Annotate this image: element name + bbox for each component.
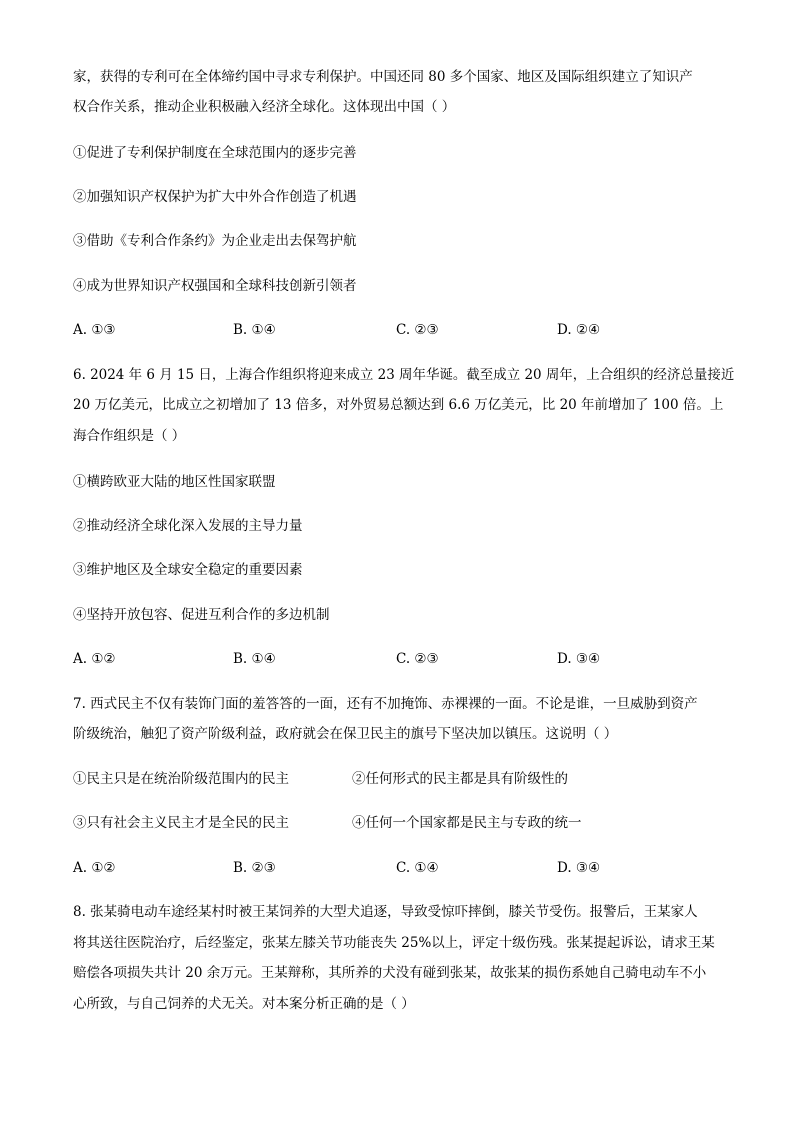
- q8-line-3: 赔偿各项损失共计 20 余万元。王某辩称，其所养的犬没有碰到张某，故张某的损伤系她自己骑电动车不小: [73, 965, 707, 981]
- q5-option-b: B. ①④: [233, 322, 276, 338]
- q5-option-a: A. ①③: [73, 322, 116, 338]
- q5-statement-4: ④成为世界知识产权强国和全球科技创新引领者: [73, 278, 357, 294]
- q6-statement-1: ①横跨欧亚大陆的地区性国家联盟: [73, 474, 276, 490]
- q6-line-3: 海合作组织是（ ）: [73, 428, 186, 444]
- q8-line-2: 将其送往医院治疗，后经鉴定，张某左膝关节功能丧失 25%以上，评定十级伤残。张某提起诉讼，请求王某: [73, 935, 715, 951]
- q7-line-1: 7. 西式民主不仅有装饰门面的羞答答的一面，还有不加掩饰、赤裸裸的一面。不论是谁，一旦威胁到资产: [73, 696, 698, 712]
- q5-line-1: 家，获得的专利可在全体缔约国中寻求专利保护。中国还同 80 多个国家、地区及国际组织建立了知识产: [73, 69, 693, 85]
- q6-option-b: B. ①④: [233, 651, 276, 667]
- q6-option-c: C. ②③: [396, 651, 439, 667]
- q5-statement-3: ③借助《专利合作条约》为企业走出去保驾护航: [73, 233, 357, 249]
- q7-option-c: C. ①④: [396, 860, 439, 876]
- q6-statement-2: ②推动经济全球化深入发展的主导力量: [73, 518, 303, 534]
- q7-option-b: B. ②③: [233, 860, 276, 876]
- q8-line-1: 8. 张某骑电动车途经某村时被王某饲养的大型犬追逐，导致受惊吓摔倒，膝关节受伤。报警后，王某家人: [73, 904, 698, 920]
- q5-line-2: 权合作关系，推动企业积极融入经济全球化。这体现出中国（ ）: [73, 99, 456, 115]
- q6-statement-3: ③维护地区及全球安全稳定的重要因素: [73, 562, 303, 578]
- q5-option-d: D. ②④: [557, 322, 601, 338]
- q5-option-c: C. ②③: [396, 322, 439, 338]
- q8-line-4: 心所致，与自己饲养的犬无关。对本案分析正确的是（ ）: [73, 996, 415, 1012]
- q7-option-d: D. ③④: [557, 860, 601, 876]
- q6-line-1: 6. 2024 年 6 月 15 日，上海合作组织将迎来成立 23 周年华诞。截至成立 20 周年，上合组织的经济总量接近: [73, 367, 735, 383]
- q7-statement-3: ③只有社会主义民主才是全民的民主: [73, 815, 289, 831]
- q5-statement-1: ①促进了专利保护制度在全球范围内的逐步完善: [73, 145, 357, 161]
- q6-statement-4: ④坚持开放包容、促进互利合作的多边机制: [73, 607, 330, 623]
- q7-option-a: A. ①②: [73, 860, 116, 876]
- q7-statement-4: ④任何一个国家都是民主与专政的统一: [352, 815, 582, 831]
- q6-option-a: A. ①②: [73, 651, 116, 667]
- q6-line-2: 20 万亿美元，比成立之初增加了 13 倍多，对外贸易总额达到 6.6 万亿美元，比 20 年前增加了 100 倍。上: [73, 397, 724, 413]
- q7-statement-1: ①民主只是在统治阶级范围内的民主: [73, 771, 289, 787]
- q6-option-d: D. ③④: [557, 651, 601, 667]
- q5-statement-2: ②加强知识产权保护为扩大中外合作创造了机遇: [73, 189, 357, 205]
- q7-statement-2: ②任何形式的民主都是具有阶级性的: [352, 771, 568, 787]
- q7-line-2: 阶级统治，触犯了资产阶级利益，政府就会在保卫民主的旗号下坚决加以镇压。这说明（ ）: [73, 726, 618, 742]
